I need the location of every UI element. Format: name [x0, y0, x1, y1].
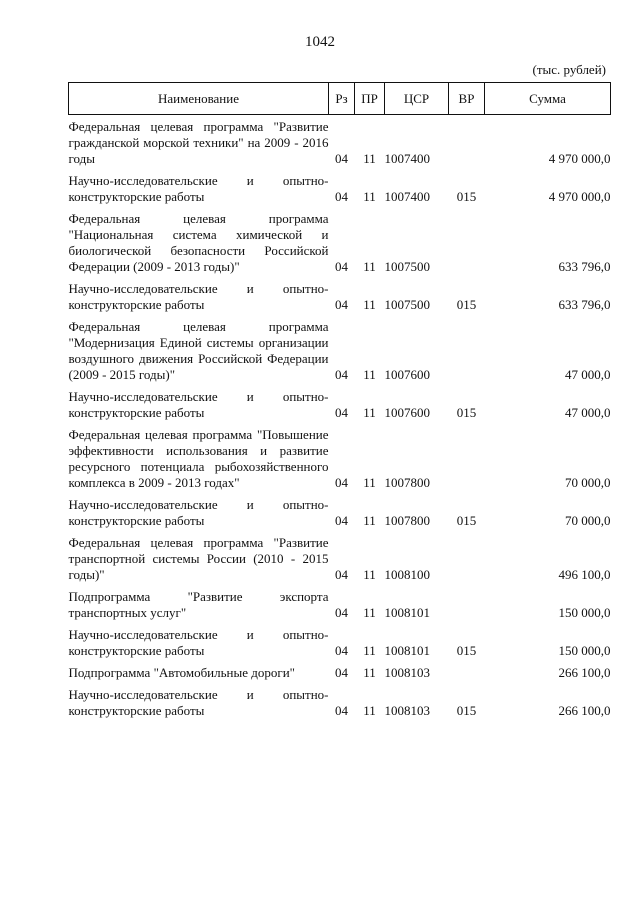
row-pr: 11 — [363, 643, 376, 658]
row-pr: 11 — [363, 189, 376, 204]
row-pr: 11 — [363, 297, 376, 312]
table-row — [69, 493, 611, 531]
row-rz: 04 — [335, 513, 348, 528]
row-pr: 11 — [363, 405, 376, 420]
row-csr: 1008101 — [384, 605, 430, 620]
header-name: Наименование — [69, 83, 329, 115]
row-pr: 11 — [363, 605, 376, 620]
row-rz: 04 — [335, 665, 348, 680]
table-header — [69, 83, 611, 115]
row-rz: 04 — [335, 475, 348, 490]
row-vr: 015 — [456, 189, 477, 204]
table-row — [69, 531, 611, 585]
table-row — [69, 115, 611, 170]
table-row — [69, 207, 611, 277]
row-pr: 11 — [363, 367, 376, 382]
row-sum: 70 000,0 — [565, 513, 611, 528]
row-rz: 04 — [335, 567, 348, 582]
table-row — [69, 423, 611, 493]
row-sum: 70 000,0 — [565, 475, 611, 490]
row-csr: 1008101 — [384, 643, 430, 658]
row-name: Научно-исследовательские и опытно-конструкторские работы — [68, 281, 329, 312]
header-vr: ВР — [449, 83, 485, 115]
row-sum: 633 796,0 — [558, 297, 611, 312]
row-name: Федеральная целевая программа "Развитие гражданской морской техники" на 2009 - 2016 годы — [68, 119, 329, 166]
row-sum: 47 000,0 — [565, 405, 611, 420]
row-name: Научно-исследовательские и опытно-конструкторские работы — [68, 389, 329, 420]
header-csr: ЦСР — [385, 83, 449, 115]
header-row — [69, 83, 611, 115]
row-sum: 47 000,0 — [565, 367, 611, 382]
row-pr: 11 — [363, 567, 376, 582]
header-rz: Рз — [329, 83, 355, 115]
row-name: Научно-исследовательские и опытно-конструкторские работы — [68, 627, 329, 658]
row-name: Подпрограмма "Развитие экспорта транспортных услуг" — [68, 589, 329, 620]
row-csr: 1007600 — [384, 367, 430, 382]
row-sum: 496 100,0 — [558, 567, 611, 582]
row-sum: 150 000,0 — [558, 605, 611, 620]
table-row — [69, 683, 611, 721]
row-csr: 1008100 — [384, 567, 430, 582]
row-vr — [449, 423, 485, 493]
row-name: Научно-исследовательские и опытно-конструкторские работы — [68, 687, 329, 718]
row-csr: 1007400 — [384, 189, 430, 204]
row-csr: 1007600 — [384, 405, 430, 420]
row-rz: 04 — [335, 405, 348, 420]
row-csr: 1007400 — [384, 151, 430, 166]
page-number: 1042 — [305, 34, 335, 50]
row-vr — [449, 531, 485, 585]
table-row — [69, 277, 611, 315]
budget-table — [68, 82, 611, 721]
row-csr: 1007800 — [384, 475, 430, 490]
row-rz: 04 — [335, 259, 348, 274]
row-sum: 150 000,0 — [558, 643, 611, 658]
row-vr: 015 — [456, 513, 477, 528]
row-vr — [449, 585, 485, 623]
row-rz: 04 — [335, 703, 348, 718]
row-vr: 015 — [456, 703, 477, 718]
row-vr: 015 — [456, 405, 477, 420]
row-rz: 04 — [335, 605, 348, 620]
table-row — [69, 585, 611, 623]
row-csr: 1007500 — [384, 297, 430, 312]
row-pr: 11 — [363, 513, 376, 528]
row-csr: 1007500 — [384, 259, 430, 274]
row-name: Федеральная целевая программа "Модернизация Единой системы организации воздушного движения Российской Федерации (2009 - 2015 годы)" — [68, 319, 329, 382]
units-label: (тыс. рублей) — [532, 62, 606, 77]
table-row — [69, 623, 611, 661]
row-sum: 4 970 000,0 — [548, 189, 611, 204]
row-vr — [449, 115, 485, 170]
row-rz: 04 — [335, 367, 348, 382]
row-vr — [449, 207, 485, 277]
row-sum: 4 970 000,0 — [548, 151, 611, 166]
row-name: Научно-исследовательские и опытно-конструкторские работы — [68, 173, 329, 204]
row-pr: 11 — [363, 151, 376, 166]
row-name: Федеральная целевая программа "Национальная система химической и биологической безопасности Российской Федерации (2009 - 2013 годы)" — [68, 211, 329, 274]
header-pr: ПР — [355, 83, 385, 115]
table-row — [69, 661, 611, 683]
row-vr — [449, 315, 485, 385]
row-rz: 04 — [335, 297, 348, 312]
row-csr: 1007800 — [384, 513, 430, 528]
row-rz: 04 — [335, 151, 348, 166]
row-vr: 015 — [456, 643, 477, 658]
row-name: Научно-исследовательские и опытно-конструкторские работы — [68, 497, 329, 528]
row-sum: 266 100,0 — [558, 703, 611, 718]
row-name: Федеральная целевая программа "Повышение эффективности использования и развитие ресурсного потенциала рыбохозяйственного комплекса в 2009 - 2013 годах" — [68, 427, 329, 490]
table-row — [69, 385, 611, 423]
row-vr — [449, 661, 485, 683]
row-rz: 04 — [335, 189, 348, 204]
row-pr: 11 — [363, 475, 376, 490]
table-row — [69, 315, 611, 385]
row-pr: 11 — [363, 259, 376, 274]
row-csr: 1008103 — [384, 703, 430, 718]
row-csr: 1008103 — [384, 665, 430, 680]
table-row — [69, 169, 611, 207]
row-sum: 633 796,0 — [558, 259, 611, 274]
row-name: Подпрограмма "Автомобильные дороги" — [68, 665, 295, 680]
row-sum: 266 100,0 — [558, 665, 611, 680]
row-vr: 015 — [456, 297, 477, 312]
header-sum: Сумма — [485, 83, 611, 115]
row-pr: 11 — [363, 665, 376, 680]
row-pr: 11 — [363, 703, 376, 718]
table-body — [69, 115, 611, 722]
row-name: Федеральная целевая программа "Развитие транспортной системы России (2010 - 2015 годы)" — [68, 535, 329, 582]
row-rz: 04 — [335, 643, 348, 658]
